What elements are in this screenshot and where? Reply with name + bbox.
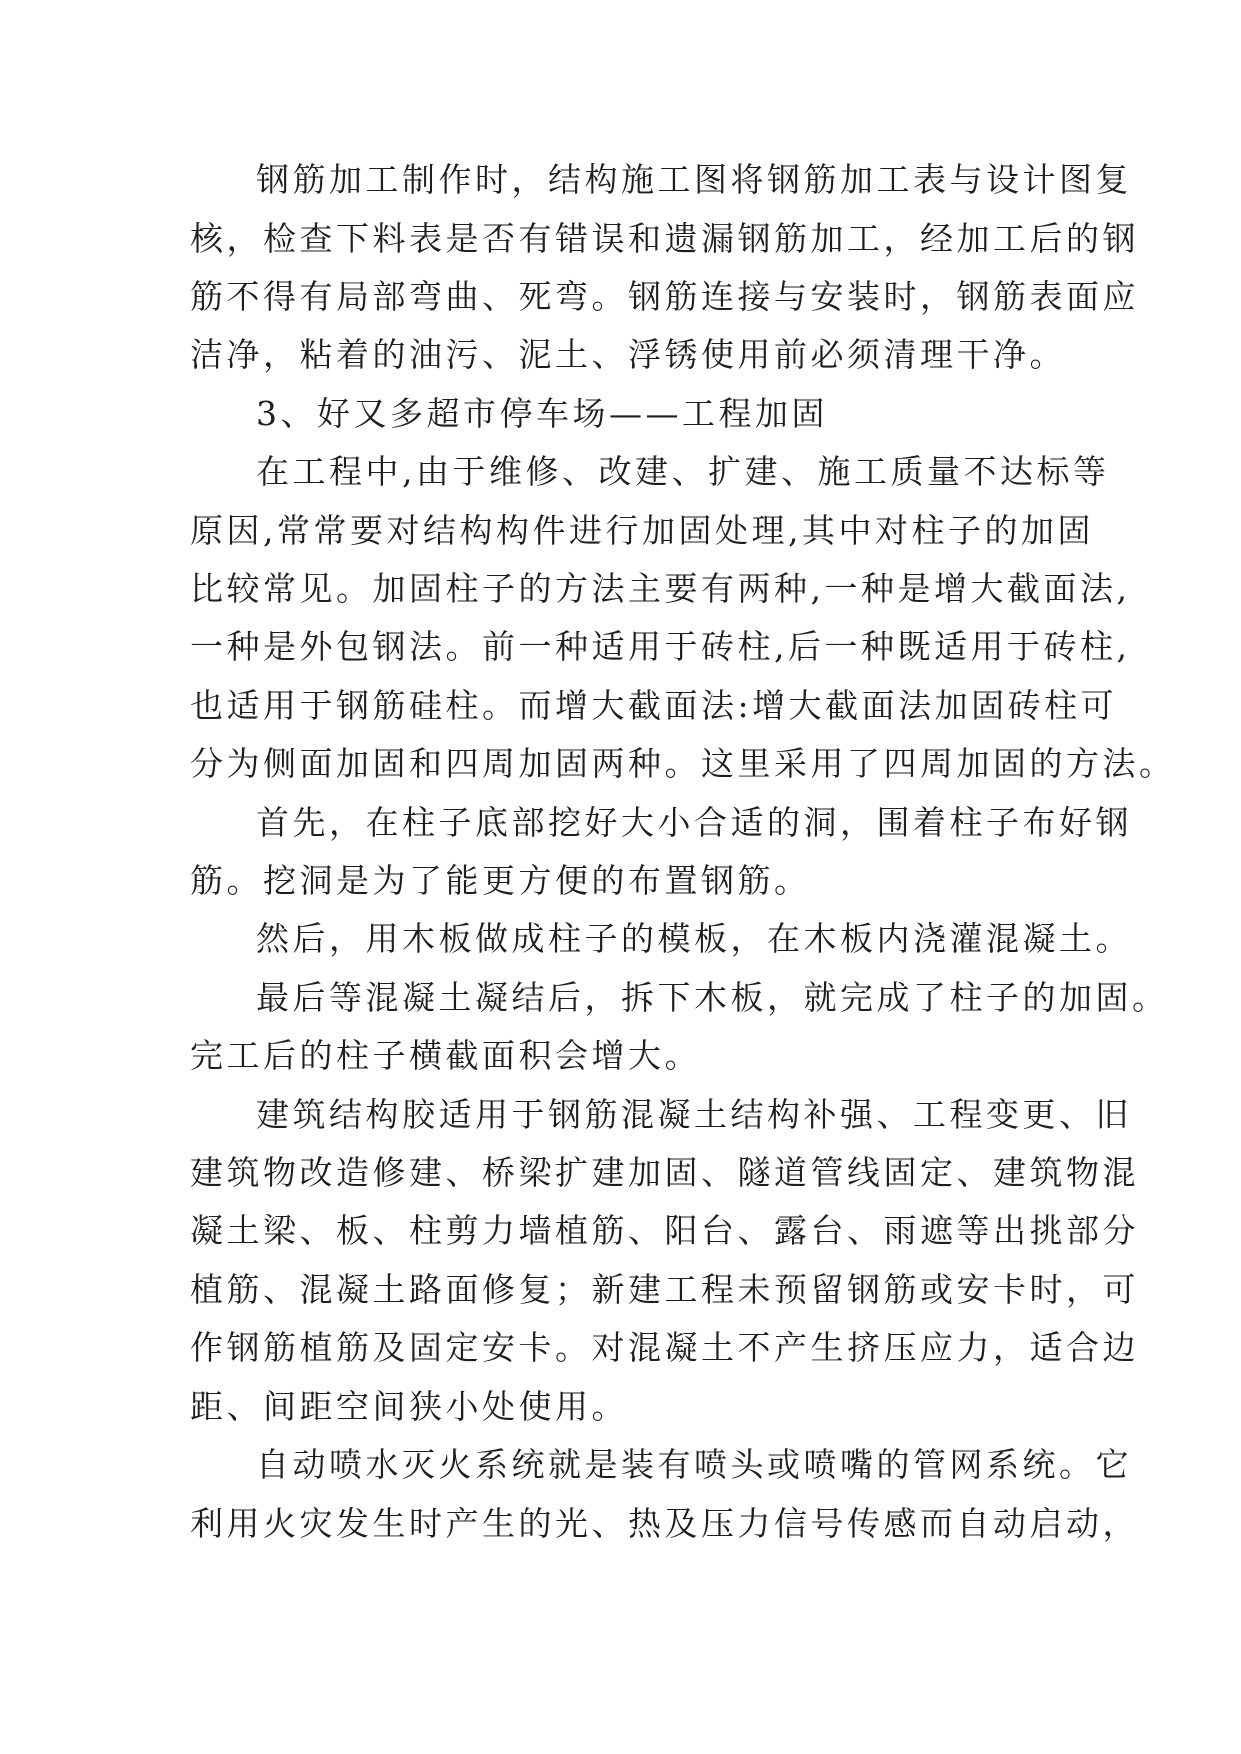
text-line: 比较常见。加固柱子的方法主要有两种,一种是增大截面法, <box>190 569 1131 608</box>
text-line: 凝土梁、板、柱剪力墙植筋、阳台、露台、雨遮等出挑部分 <box>190 1211 1139 1250</box>
text-line: 钢筋加工制作时，结构施工图将钢筋加工表与设计图复 <box>256 160 1132 199</box>
text-line: 利用火灾发生时产生的光、热及压力信号传感而自动启动， <box>190 1504 1139 1543</box>
text-line: 植筋、混凝土路面修复；新建工程未预留钢筋或安卡时，可 <box>190 1270 1139 1309</box>
text-line: 筋不得有局部弯曲、死弯。钢筋连接与安装时，钢筋表面应 <box>190 277 1139 316</box>
text-line: 筋。挖洞是为了能更方便的布置钢筋。 <box>190 861 811 900</box>
text-line: 核，检查下料表是否有错误和遗漏钢筋加工，经加工后的钢 <box>190 219 1139 258</box>
text-line: 然后，用木板做成柱子的模板，在木板内浇灌混凝土。 <box>256 919 1132 958</box>
text-line: 自动喷水灭火系统就是装有喷头或喷嘴的管网系统。它 <box>256 1445 1132 1484</box>
text-line: 也适用于钢筋硅柱。而增大截面法:增大截面法加固砖柱可 <box>190 686 1118 725</box>
text-line: 作钢筋植筋及固定安卡。对混凝土不产生挤压应力，适合边 <box>190 1328 1139 1367</box>
text-line: 在工程中,由于维修、改建、扩建、施工质量不达标等 <box>256 452 1110 491</box>
text-line: 分为侧面加固和四周加固两种。这里采用了四周加固的方法。 <box>190 744 1176 783</box>
text-line: 最后等混凝土凝结后，拆下木板，就完成了柱子的加固。 <box>256 978 1169 1017</box>
text-line: 洁净，粘着的油污、泥土、浮锈使用前必须清理干净。 <box>190 335 1066 374</box>
text-line: 完工后的柱子横截面积会增大。 <box>190 1036 701 1075</box>
section-heading: 3、好又多超市停车场——工程加固 <box>256 394 828 433</box>
text-line: 首先，在柱子底部挖好大小合适的洞，围着柱子布好钢 <box>256 803 1132 842</box>
text-line: 距、间距空间狭小处使用。 <box>190 1387 628 1426</box>
text-line: 一种是外包钢法。前一种适用于砖柱,后一种既适用于砖柱, <box>190 627 1131 666</box>
text-line: 原因,常常要对结构构件进行加固处理,其中对柱子的加固 <box>190 511 1094 550</box>
text-line: 建筑物改造修建、桥梁扩建加固、隧道管线固定、建筑物混 <box>190 1153 1139 1192</box>
text-line: 建筑结构胶适用于钢筋混凝土结构补强、工程变更、旧 <box>256 1095 1132 1134</box>
